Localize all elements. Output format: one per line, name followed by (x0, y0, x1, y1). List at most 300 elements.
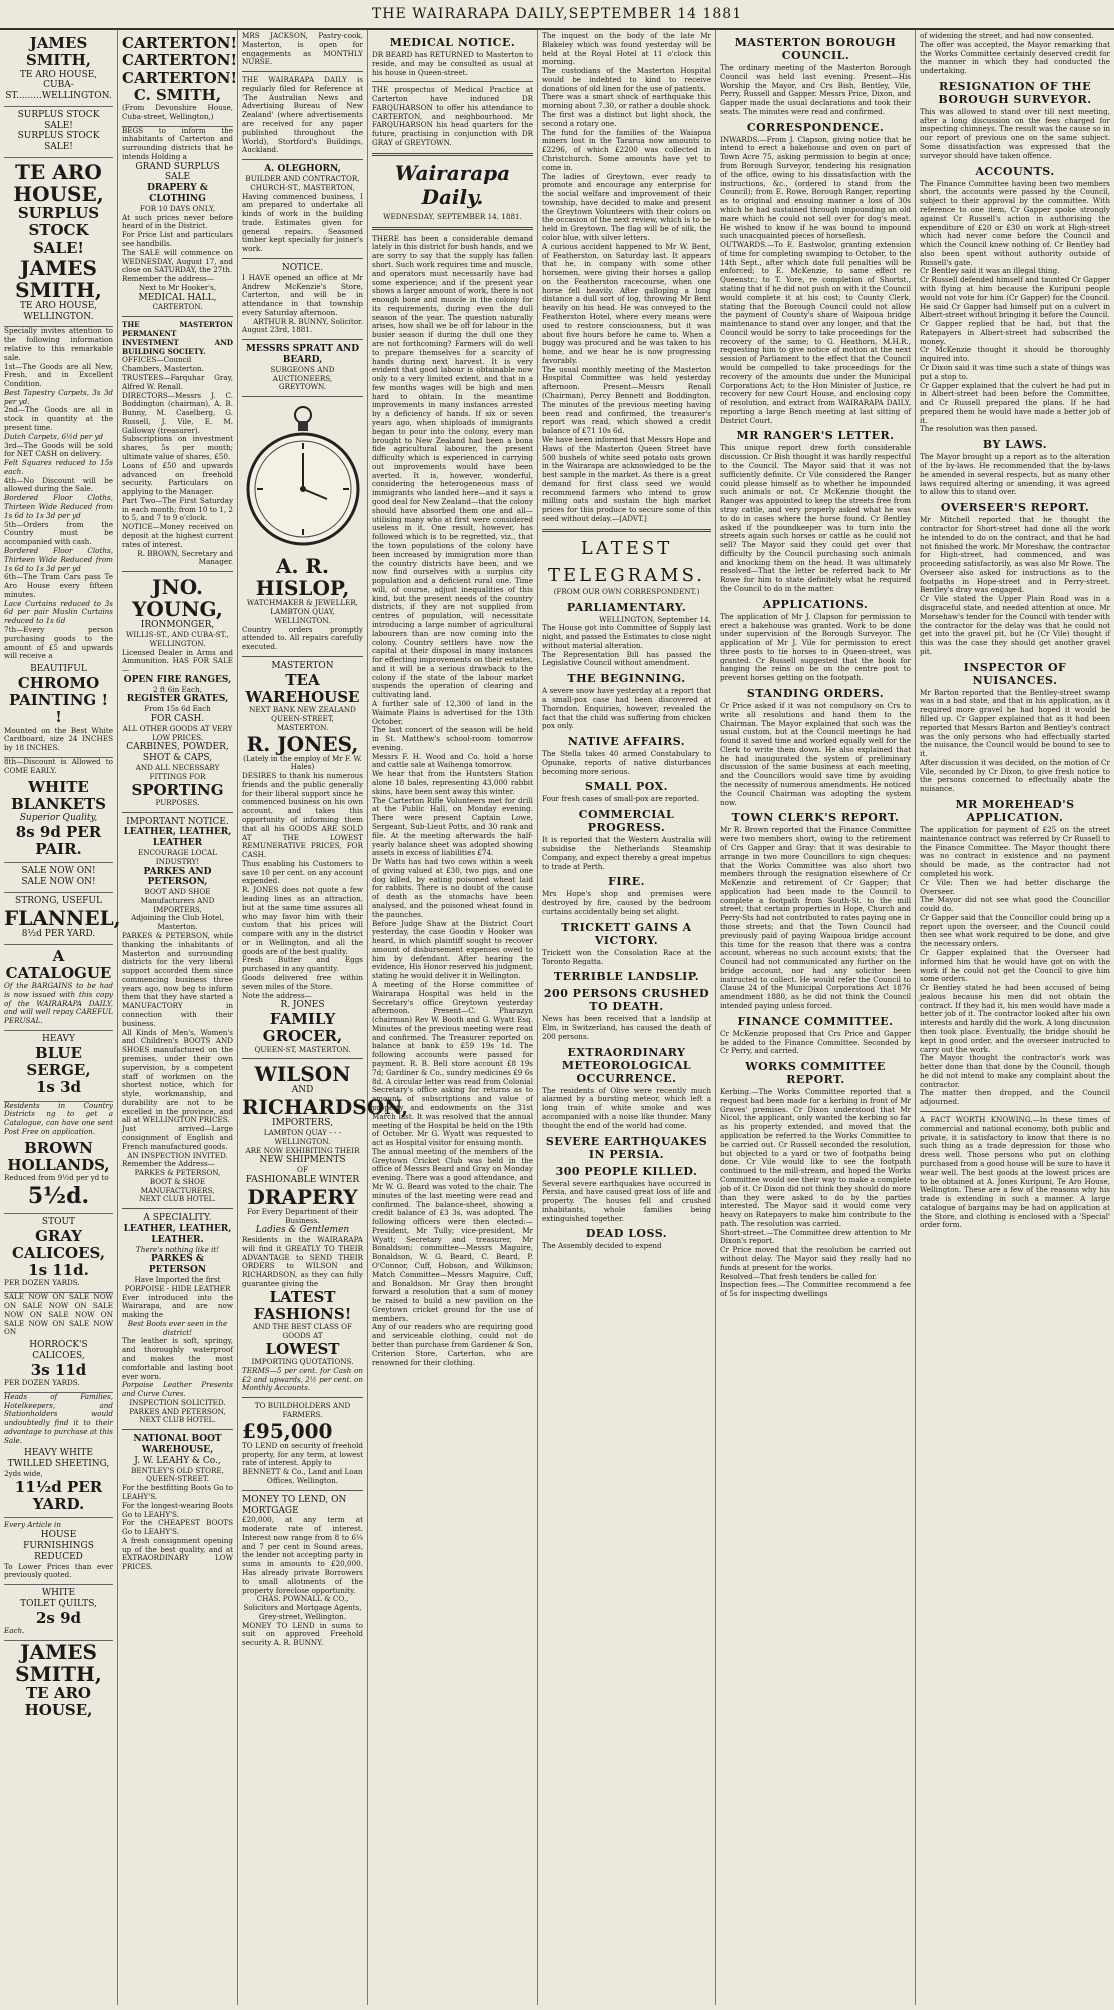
beginning: THE BEGINNING. (567, 672, 686, 686)
native-affairs: NATIVE AFFAIRS. (567, 735, 686, 749)
lambton-2: LAMBTON QUAY - - - WELLINGTON. (263, 1128, 342, 1146)
bunny: ARTHUR R. BUNNY, Solicitor. (253, 316, 363, 326)
bentley-illegal: Cr Bentley said it was an illegal thing. (920, 266, 1060, 276)
ranger-letter: MR RANGER'S LETTER. (736, 429, 895, 443)
fund: The fund for the families of the Waiapua miners lost in the Tararua now amounts to £2296, of which £2200 was collected in Christchurch. Some amounts have yet to come in. (542, 127, 711, 172)
carterton-2: CARTERTON! (122, 51, 238, 70)
toilet-price: 2s 9d (35, 1608, 82, 1627)
borough-intro: The ordinary meeting of the Masterton Borough Council was held last evening. Present—His Worship the Mayor, and Crs Bish, Bentley, Vile, Perry, Russell and Gapper. Messrs Price, Dixon, and Gapper made the usual declarations and took their seats. The minutes were read and confirmed. (720, 63, 911, 116)
parkes-2: PARKES & PETERSON, (134, 1168, 221, 1178)
greytown-ladies: The ladies of Greytown, ever ready to promote and encourage any enterprise for the social welfare and improvement of their township, have decided to make and present the Greytown Volunteers with their colors on the occasion of the next review, which is to be held in Greytown. The flag will be of silk, the color blue, with silver letters. (542, 171, 711, 242)
bennett: BENNETT & Co., Land and Loan Offices, Wellington. (242, 1467, 363, 1485)
porpoise: Porpoise Leather Presents and Curve Cures. (122, 1380, 233, 1399)
jno-young: JNO. YOUNG, (132, 575, 223, 622)
vile-overseer: Cr Vile: Then we had better discharge the Overseer. (920, 877, 1110, 896)
heavy: HEAVY (42, 1033, 75, 1044)
lace-curtains: Lace Curtains reduced to 3s 6d per pair Muslin Curtains reduced to 1s 6d (4, 598, 113, 626)
morehead-body: The application for payment of £25 on the street maintenance contract was referred by Cr Russell to the Finance Committee. The Mayor thought there was no contract in existence and no payment should be made, as the contractor had not completed his work. (920, 825, 1110, 878)
church-st: CHURCH-ST., MASTERTON, (250, 182, 355, 192)
every-article: Every Article in (4, 1520, 61, 1530)
upper-plain: Cr Vile stated the Upper Plain Road was in a disgraceful state, and needed attention at once. Mr Morsehaw's tender for the Council with tender with the contractor for the delay was that he could not get into the gravel pit, but he (Cr Vile) thought if this was the case they should get another gravel pit. (920, 594, 1110, 656)
bentleys: BENTLEY'S OLD STORE, QUEEN-STREET. (131, 1465, 224, 1484)
te-aro-wellington: TE ARO HOUSE, WELLINGTON. (19, 300, 98, 322)
enabling: Thus enabling his Customers to save 10 per cent. on any account expended. (242, 858, 363, 886)
twilled-price: 11½d PER YARD. (14, 1477, 103, 1514)
carterton-4: CARTERTON. (152, 302, 203, 312)
queen-2: QUEEN-ST, MASTERTON. (254, 1044, 351, 1054)
column-6-borough-council (716, 30, 916, 2005)
surplus-big: SURPLUS STOCK SALE! (17, 204, 100, 257)
house-furnishings: HOUSE FURNISHINGS (23, 1530, 94, 1551)
column-7-council-cont (916, 30, 1114, 2005)
money-mortgage-body: £20,000, at any term at moderate rate of interest. Interest now range from 8 to 6¼ and 7 per cent in Sound areas, the lender not accepting party in sums in amounts to £20,000. Has already private Borrowers to small allotments of the property foreclose opportunity. (242, 1515, 363, 1595)
per-dozen-2: PER DOZEN YARDS. (4, 1377, 80, 1387)
for-cash: FOR CASH. (150, 714, 205, 724)
beautiful: BEAUTIFUL (30, 664, 87, 675)
important-notice: IMPORTANT NOTICE. (126, 816, 229, 827)
directors: DIRECTORS—Messrs J. C. Boddington (chairman), A. B. Bunny, M. Caselberg, G. Russell, J. Vile, E. M. Galloway (treasurer). (122, 390, 233, 435)
gapper-culvert: Cr Gapper explained that the culvert he had put in in Albert-street had been before the Committee, and Cr Russell prepared the plans. If he had prepared them he would have made a better job of it. (920, 380, 1110, 425)
surplus-line-2: SURPLUS STOCK SALE! (17, 131, 100, 153)
fact-worth-knowing: A FACT WORTH KNOWING.—In these times of commercial and national economy, both public and private, it is satisfactory to know that there is no such thing as a trade depression for those who dress well. Those persons who put on clothing purchased from a good house will be sure to have it wear well. The best goods at the lowest prices are to be obtained at A. Jones Kuripuni, Te Aro House, Wellington. These are a few of the reasons why his trade is extending in such a manner. A large catalogue of bargains may be had on application at the Store, and clothing is enclosed with a 'Special' order form. (920, 1115, 1110, 1230)
hislop: A. R. HISLOP, (255, 554, 350, 601)
applications: APPLICATIONS. (762, 597, 869, 611)
intro-text: Specially invites attention to the following information relative to this remarkable sale. (4, 326, 113, 362)
lowest: LOWEST (265, 1339, 340, 1358)
works-body: Kerbing.—The Works Committee reported that a request had been made for a kerbing in front of Mr Graves' premises. Cr Dixon understood that Mr Nicol, the applicant, only wanted the kerbing so far as his property extended, and moved that the application be referred to the Works Committee to be carried out. Cr Russell seconded the resolution, but objected to a yard or two of footpaths being done. Cr Vile would like to see the footpath continued to the mill-stream, and hoped the Works Committee would see their way to make a complete job of it. Cr Dixon did not think they should do more than they were asked to do by the parties interested. The Mayor said it would come very heavy on Ratepayers to make him contribute to the path. The resolution was carried. (720, 1087, 911, 1228)
heads-note: Heads of Families, Hotelkeepers, and Stationholders would undoubtedly find it to their advantage to purchase at this Sale. (4, 1391, 113, 1445)
felt-squares: Felt Squares reduced to 15s each. (4, 458, 113, 476)
carterton-1: CARTERTON! (122, 34, 238, 52)
willis-st: WILLIS-ST., AND CUBA-ST., WELLINGTON. (126, 629, 229, 648)
masterton-permanent: THE MASTERTON PERMANENT INVESTMENT AND BUILDING SOCIETY. (122, 320, 233, 356)
corr-body: INWARDS.—From J. Clapson, giving notice that he intend to erect a bakehouse and oven on part of Town Acre 75, asking permission to begin at once; from Borough Surveyor, tendering his resignation of the office, owing to his dissatisfaction with the instructions, &c., (ordered to stand from the Council); from E. Rowe, Borough Ranger, reporting as to original and ensuing manner a loss of 30s which he had sustained through impounding an old mare which he could not sell over for dog's meat. He wished to know if he was bound to impound such unacquainted pieces of horseflesh. (720, 134, 911, 241)
tea-warehouse: TEA WAREHOUSE (245, 670, 360, 706)
national-boot: NATIONAL BOOT WAREHOUSE, (133, 1434, 222, 1456)
brown-note: Reduced from 9½d per yd to (4, 1173, 109, 1183)
para-4: Messrs F. H. Wood and Co. hold a horse and cattle sale at Waihenga tomorrow. (372, 751, 533, 770)
jones-body: R. JONES does not quote a few leading lines as an attraction, but at the same time assures all who may favor him with their custom that his prices will compare with any in the district or in Wellington, and all the goods are of the best quality. (242, 885, 363, 956)
item-8: 8th—Discount is Allowed to COME EARLY. (4, 757, 113, 775)
fashionable: FASHIONABLE WINTER (245, 1174, 360, 1185)
oleghorn-body: Having commenced business, I am prepared to undertake all kinds of work in the building trade. Estimates given for general repairs. Seasoned timber kept specially for joiner's work. (242, 191, 363, 254)
morehead-application: MR MOREHEAD'S APPLICATION. (955, 798, 1075, 825)
parkes-body: PARKES & PETERSON, while thanking the inhabitants of Masterton and surrounding districts for the very liberal support accorded them since commencing business three years ago, now beg to inform them that they have started a MANUFACTORY in connection with their business. (122, 931, 233, 1028)
delivered: Goods delivered free within seven miles of the Store. (242, 973, 363, 991)
standing-body: Cr Price asked if it was not compulsory on Crs to write all resolutions and hand them to the Chairman. The Mayor explained that such was the usual custom, but at the Council meetings he had found it saved time and worked equally well for the Clerk to write them down. He also explained that he had inaugurated the system of preliminary discussion of the same business at each meeting, and the Councillors would save time by avoiding the necessity of numerous amendments. He noticed the Council Chairman was adopting the system now. (720, 701, 911, 807)
brown-hollands: BROWN HOLLANDS, (7, 1138, 110, 1174)
wilson: WILSON (254, 1062, 351, 1087)
masterton-tea: MASTERTON (271, 660, 334, 671)
residents-wr: Residents in the WAIRARAPA will find it GREATLY TO THEIR ADVANTAGE to SEND THEIR ORDERS to WILSON and RICHARDSON, as they can fully guarantee giving the (242, 1235, 363, 1289)
extraordinary: EXTRAORDINARY METEOROLOGICAL OCCURRENCE. (561, 1045, 692, 1085)
mckenzie-inquiry: Cr McKenzie thought it should be thoroughly inquired into. (920, 345, 1110, 364)
wellington-date: WELLINGTON, September 14. (599, 614, 711, 624)
reduced: REDUCED (34, 1551, 83, 1562)
dead-body: The Assembly decided to expend (542, 1241, 662, 1251)
trickett: TRICKETT GAINS A VICTORY. (561, 920, 692, 947)
resolved: Resolved—That fresh tenders be called for. (720, 1271, 878, 1281)
builder: BUILDER AND CONTRACTOR, (245, 173, 360, 183)
best-class: AND THE BEST CLASS OF GOODS AT (253, 1322, 352, 1341)
next-bank: NEXT BANK NEW ZEALAND (249, 705, 356, 715)
of: OF (297, 1165, 308, 1175)
wilson-and: AND (291, 1085, 314, 1096)
lately: (Lately in the employ of Mr F. W. Hales) (243, 753, 362, 772)
ever-intro: Ever introduced into the Wairarapa, and are now making the (122, 1292, 233, 1320)
watchmaker: WATCHMAKER & JEWELLER, (246, 598, 359, 608)
cheapest: For the CHEAPEST BOOTS Go to LEAHY'S. (122, 1518, 233, 1537)
price-list: For Price List and particulars see handbills. (122, 230, 233, 248)
inspection-solicited: INSPECTION SOLICITED. (129, 1397, 226, 1407)
subscriptions: Subscriptions on investment shares, 5s per month; ultimate value of shares, £50. (122, 434, 233, 461)
mayor-note: The Mayor did not see what good the Councillor could do. (920, 895, 1110, 914)
mounted-note: Mounted on the Best White Cardboard, size 24 INCHES by 18 INCHES. (4, 725, 113, 753)
best-tapestry: Best Tapestry Carpets, 3s 3d per yd. (4, 387, 113, 406)
inquest: The inquest on the body of the late Mr Blakeley which was found yesterday will be held at the Royal Hotel at 11 o'clock this morning. (542, 31, 711, 67)
part-two: Part Two—The First Saturday in each month; from 10 to 1, 2 to 5, and 7 to 9 o'clock. (122, 495, 233, 523)
medical-hall: MEDICAL HALL, (138, 292, 217, 303)
correspondence: CORRESPONDENCE. (746, 120, 885, 134)
carterton-3: CARTERTON! (122, 68, 238, 87)
open-fire: OPEN FIRE RANGES, (123, 674, 232, 685)
catalogue-note: Of the BARGAINS to be had is now issued with this copy of the WAIRARAPA DAILY, and will well repay CAREFUL PERUSAL. (4, 981, 113, 1026)
just-arrived: Just arrived—Large consignment of English and French manufactured goods. (122, 1124, 233, 1151)
native-body: The Stella takes 40 armed Constabulary to Opunake, reports of native disturbances becoming more serious. (542, 749, 711, 776)
item-1: 1st—The Goods are all New, Fresh, and in Excellent Condition. (4, 361, 113, 389)
fire: FIRE. (608, 875, 645, 889)
next-club: NEXT CLUB HOTEL. (139, 1194, 216, 1204)
works-committee: WORKS COMMITTEE REPORT. (745, 1060, 886, 1087)
parkes-4: PARKES AND PETERSON, (129, 1406, 226, 1416)
new-shipments: NEW SHIPMENTS (259, 1155, 346, 1166)
extraordinary-body: The residents of Olive were recently much alarmed by a bursting meteor, which left a long train of white smoke and was accompanied with a noise like thunder. Many thought the end of the world had come. (542, 1085, 711, 1130)
fresh-consignment: A fresh consignment opening up of the best quality, and at EXTRAORDINARY LOW PRICES. (122, 1535, 233, 1572)
ten-days: FOR 10 DAYS ONLY, (139, 203, 216, 213)
r-jones: R. JONES, (246, 731, 359, 756)
item-2: 2nd—The Goods are all in stock in quantity at the present time. (4, 405, 113, 433)
item-3: 3rd—The Goods will be sold for NET CASH on delivery. (4, 440, 113, 459)
item-4: 4th—No Discount will be allowed during the Sale. (4, 475, 113, 494)
gapper-report: Cr Gapper said that the Councillor could bring up a report upon the overseer, and the Council could then see what work required to be done, and give the necessary orders. (920, 912, 1110, 949)
accounts-body: The Finance Committee having been two members short, the accounts were passed by the Council, subject to their approval by the committee. With reference to one item, Cr Gapper spoke strongly against Cr Russell's action in authorising the expenditure of £20 or £30 on work at High-street which had never come before the Council and which the Council knew nothing of. Cr Bentley had also been spent without authority outside of Russell's gate. (920, 178, 1110, 267)
loans: Loans of £50 and upwards advanced on freehold security. Particulars on applying to the Manager. (122, 460, 233, 497)
bordered-floor: Bordered Floor Cloths, Thirteen Wide Reduced from 1s 6d to 1s 3d per yd (4, 493, 113, 520)
column-2-ads (118, 30, 238, 2005)
resignation: RESIGNATION OF THE BOROUGH SURVEYOR. (938, 79, 1092, 106)
money-lend: TO LEND on security of freehold property, for any term, at lowest rate of interest. Apply to (242, 1440, 363, 1468)
representation: The Representation Bill has passed the Legislative Council without amendment. (542, 649, 711, 668)
accounts: ACCOUNTS. (975, 164, 1055, 178)
para-6: The Carterton Rifle Volunteers met for drill at the Public Hall, on Monday evening. There were present Captain Lowe, Sergeant, Sub-Lieut Potts, and 30 rank and file. At the meeting afterwards the half-yearly balance sheet was adopted showing assets in excess of liabilities £74. (372, 795, 533, 858)
resignation-body: This was allowed to stand over till next meeting, after a long discussion on the fees charged for inspecting chimneys. The result was the cause so in our report of previous one on the same subject. Some dissatisfaction was expressed that the surveyor should have taken offence. (920, 106, 1110, 160)
butter: Fresh Butter and Eggs purchased in any quantity. (242, 955, 363, 974)
purposes: PURPOSES. (155, 797, 200, 807)
custodians: The custodians of the Masterton Hospital would be indebted to kind to receive donations of old linen for the use of patients. (542, 66, 711, 93)
standing-orders: STANDING ORDERS. (746, 687, 885, 700)
item-5: 5th—Orders from the Country must be accompanied with cash. (4, 519, 113, 547)
editorial: THERE has been a considerable demand lately in this district for bush hands, and we are sorry to say that the supply has fallen short. Such work requires time and muscle, and operators must necessarily have had some experience; and if the present year shows a larger amount of work, there is not enough bone and muscle in the colony for its requirements, during even the dull season of the year. The question naturally arises, how shall we be off for labour in the busier season if during the dull one they are not forthcoming? Farmers will do well to prepare themselves for a scarcity of hands during next harvest. It is very evident that good labour is obtainable now only to a very limited extent, and that in a few months wages will be high and men hard to obtain. In the meantime improvements in many instances arrested by a deficiency of hands. If six or seven years ago, when shiploads of immigrants began to pour into the colony, every man brought to New Zealand had been a bona fide agricultural labourer, the present difficulty which is experienced in carrying out improvements would have been averted. It is, however, wonderful, considering the heterogeneous mass of immigrants who landed here—and it says a good deal for New Zealand—that the colony should have absorbed them one and all—utilising many who at first were considered useless in it. One result, however, has followed which is to be regretted, viz., that the town populations of the colony have been increased by immigration more than the country districts have been, and we now find ourselves with a surplus city population and a deficient rural one. Time will, of course, adjust inequalities of this kind, but the present needs of the country districts, if they are not supplied from centres of population, will necessitate introducing a large number of agricultural labourers than are now coming into the colony. Country settlers have now the capital at their disposal in many instances for effecting improvements on their estates, and it will be a serious drawback to the colony if the state of the labour market suspends the operation of clearing and cultivating land. (372, 233, 533, 700)
town-body: Mr R. Brown reported that the Finance Committee were two members short, owing to the retirement of Crs Gapper and Gray: that it was desirable to arrange in two more Councillors to sign cheques: that the Works Committee was also short two members through the resignation elsewhere of Cr McKenzie and retirement of Cr Gapper; that application had been made to the Council to complete a footpath from South-St. to the mill street; that certain properties in Hope, Church and Perry-Sts had not contributed to rates paying one in those streets; and that the Town Council had previously paid of paying Waipoua bridge account this time for the reason that there was a contra account, whereas no such account exists; that the Council had not communicated any further on the bridge account, nor had any solicitor been instructed to collect. He would refer the Council to Clause 24 of the Municipal Corporations Act 1876 amendment 1880, as he did not think the Council intended paying unless forced. (720, 825, 911, 1010)
newspaper-title: Wairarapa Daily. (394, 160, 511, 209)
all-other: ALL OTHER GOODS AT VERY LOW PRICES. (122, 723, 233, 742)
trustees: TRUSTEES—Farquhar Gray, Alfred W. Renall. (122, 372, 233, 391)
every-dept: For Every Department of their Business. (247, 1206, 358, 1225)
closed: The matter then dropped, and the Council adjourned. (920, 1088, 1110, 1107)
smart-shock: There was a smart shock of earthquake this morning about 7.30, or rather a double shock. The first was a distinct but light shock, the second a rotary one. (542, 92, 711, 128)
gapper-explained: Cr Gapper explained that the Overseer had informed him that he would have got on with the work if he could not get the Council to give him some orders. (920, 947, 1110, 984)
sale-now-1: SALE NOW ON! (21, 866, 96, 877)
column-5-news (538, 30, 716, 2005)
from-devonshire: (From Devonshire House, Cuba-street, Wellington,) (122, 103, 233, 121)
white-2: WHITE (41, 1588, 76, 1599)
masterton-2: MASTERTON. (276, 722, 329, 732)
sporting: SPORTING (131, 780, 224, 799)
lambton-quay: LAMBTON QUAY, WELLINGTON. (270, 606, 335, 625)
drapery-clothing: DRAPERY & CLOTHING (147, 183, 208, 205)
leahy: J. W. LEAHY & Co., (134, 1455, 221, 1466)
horrock: HORROCK'S CALICOES, (29, 1340, 88, 1361)
item-6: 6th—The Tram Cars pass Te Aro House every fifteen minutes. (4, 572, 113, 599)
short-street: Short-street.—The Committee drew attention to Mr Dixon's report. (720, 1227, 911, 1246)
spratt-beard: MESSRS SPRATT AND BEARD, (245, 344, 360, 366)
notice: NOTICE. (281, 262, 324, 273)
all-necessary: AND ALL NECESSARY FITTINGS FOR (135, 762, 220, 781)
longest: For the longest-wearing Boots Go to LEAHY'S. (122, 1500, 233, 1519)
people-killed: 300 PEOPLE KILLED. (555, 1164, 698, 1178)
next-to: Next to Mr Hooker's, (138, 282, 217, 292)
brown-secretary: R. BROWN, Secretary and Manager. (137, 548, 233, 567)
para-11: Any of our readers who are requiring good and serviceable clothing, could not do better than purchase from Gardener & Son, Criterion Store, Carterton, who are renowned for their clothing. (372, 1322, 533, 1367)
para-7: Dr Watts has had two cows within a week of giving valued at £30, two pigs, and one dog killed, by eating poisoned wheat laid for rabbits. There is no doubt of the cause of death as the stomachs have been analysed, and the poisoned wheat found in the paunches. (372, 857, 533, 919)
pocket-watch-icon (243, 401, 363, 551)
town-clerk: TOWN CLERK'S REPORT. (731, 811, 900, 825)
finance-committee: FINANCE COMMITTEE. (737, 1014, 894, 1028)
bentley-jealous: Cr Bentley stated he had been accused of being jealous because his men did not obtain the contract. If they had it, his men would have made a better job of it. The contractor looked after his own interests and hardly did the work. A long discussion then took place. Eventually, the bridge should be kept in good order, and the overseer instructed to carry out the work. (920, 983, 1110, 1054)
gray-calicoes: GRAY CALICOES, (11, 1226, 106, 1262)
money-mortgage: MONEY TO LEND, ON MORTGAGE (242, 1494, 347, 1516)
column-4-editorial (368, 30, 538, 2005)
carbines: CARBINES, POWDER, SHOT & CAPS, (126, 742, 229, 764)
james-smith-big: JAMES SMITH, (15, 255, 102, 302)
each: Each. (4, 1625, 25, 1635)
chas-pownall: CHAS. POWNALL & CO., (256, 1594, 349, 1604)
serge-price: 1s 3d (35, 1078, 82, 1097)
register-note: From 15s 6d Each (144, 704, 211, 714)
remember-2: Remember the Address— (122, 1159, 215, 1169)
greytown: GREYTOWN. (278, 382, 327, 392)
r-jones-2: R. JONES (280, 1000, 325, 1011)
offer: The offer was accepted, the Mayor remarking that the Works Committee certainly deserved credit for the manner in which they had conducted the undertaking. (920, 39, 1110, 76)
white-blankets: WHITE BLANKETS (10, 777, 107, 813)
parkes-peterson: PARKES AND PETERSON, (143, 866, 212, 888)
twilled: TWILLED SHEETING, (7, 1459, 110, 1470)
licensed: Licensed Dealer in Arms and Ammunition. HAS FOR SALE— (122, 647, 233, 675)
para-5: We hear that from the Huntsters Station alone 18 bales, representing 43,000 rabbit skins, have been sent away this winter. (372, 769, 533, 796)
by-laws: BY LAWS. (982, 438, 1048, 452)
accident: A curious accident happened to Mr W. Bent, of Featherston, on Saturday last. It appears that he, in company with some other horsemen, were giving their horses a gallop on the Featherston racecourse, when one horse fell heavily. After galloping a long distance a dull sort of log, throwing Mr Bent heavily on his head. He was conveyed to the Featherston Hotel, where every means were used to restore consciousness, but it was about five hours before he came to. When a buggy was procured and he was taken to his home, and we hear he is now progressing favorably. (542, 241, 711, 365)
offices: OFFICES—Council Chambers, Masterton. (122, 355, 204, 374)
latest-head: LATEST (580, 537, 673, 559)
dixon-time: Cr Dixon said it was time such a state of things was put a stop to. (920, 363, 1110, 381)
house: The House got into Committee of Supply last night, and passed the Estimates to close night without material alteration. (542, 623, 711, 650)
register-grates: REGISTER GRATES, (126, 694, 229, 705)
price-moved: Cr Price moved that the resolution be carried out without delay. The Mayor said they really had no funds at present for the works. (720, 1245, 911, 1272)
best-boots: Best Boots ever seen in the district! (127, 1318, 228, 1337)
country-orders: Country orders promptly attended to. All repairs carefully executed. (242, 624, 363, 652)
telegrams-head: TELEGRAMS. (547, 564, 705, 586)
reduced-note: To Lower Prices than ever previously quoted. (4, 1561, 113, 1580)
residents-note: Residents in Country Districts ng to get a Catalogue, can have one sent Post Free on application. (4, 1100, 113, 1136)
mayor-remark: The Mayor thought the contractor's work was better done than that done by the Council, though he did not intend to make any complaint about the contractor. (920, 1053, 1110, 1089)
ladies-gents: Ladies & Gentlemen (255, 1225, 350, 1236)
dr-beard: DR BEARD has RETURNED to Masterton to reside, and may be consulted as usual at his house in Queen-street. (372, 50, 533, 77)
prices-note: At such prices never before heard of in the District. (122, 212, 233, 231)
family-grocer: FAMILY GROCER, (262, 1010, 343, 1046)
manufacturers: Manufacturers AND IMPORTERS, (140, 895, 215, 914)
advt: We have been informed that Messrs Hope and Haws of the Masterton Queen Street have 500 bushels of white seed potato oats grown in the Wairarapa are acknowledged to be the best sample in the market. As there is a great demand for first class seed we would recommend farmers who intend to grow milling oats and sustain the high market prices for this produce to secure some of this seed without delay.—[ADVT.] (542, 434, 711, 523)
to-builders: TO BUILDHOLDERS AND FARMERS. (254, 1401, 351, 1420)
outwards: OUTWARDS.—To E. Eastwolor, granting extension of time for completing swamping to October, to the 14th Sept., after which date full penalties will be enforced; to E. McKenzie, to same effect re Queenstr.; to T. Yore, re completion of Shortst., stating that if he did not push on with it the Council would complete it at his cost; to County Clerk, stating that the Borough Council could not allow the payment of County's share of Waipoua bridge maintenance to stand over any longer, and that the Council would be sorry to take proceedings for the recovery of the same; to G. Heathorn, M.H.R., requesting him to give notice of motion at the next session of Parliament to the effect that the Council would be compelled to take proceedings for the recovery of the amounts due under the Municipal Corporations Act; to the Hon Minister of Justice, re recovery for new Court House, and enclosing copy of resolution, and extract from WAIRARAPA DAILY, reporting a large Bench meeting at last sitting of District Court. (720, 240, 911, 425)
desires: DESIRES to thank his numerous friends and the public generally for their liberal support since he commenced business on his own account, and takes this opportunity of informing them that all his GOODS ARE SOLD AT THE LOWEST REMUNERATIVE PRICES, FOR CASH. (242, 771, 363, 860)
notice-money: NOTICE—Money received on deposit at the highest current rates of interest. (122, 522, 233, 549)
medical-notice: MEDICAL NOTICE. (389, 36, 516, 49)
parliamentary: PARLIAMENTARY. (566, 600, 687, 614)
smallpox-body: Four fresh cases of small-pox are reported. (542, 794, 700, 804)
chromo-painting: CHROMO PAINTING ! ! (8, 673, 109, 727)
discussion: After discussion it was decided, on the motion of Cr Vile, seconded by Cr Dixon, to give fresh notice to the persons concerned to effectually abate the nuisance. (920, 757, 1110, 794)
notice-body: I HAVE opened an office at Mr Andrew McKenzie's Store, Carterton, and will be in attendance in that township every Saturday afternoon. (242, 272, 363, 317)
leather: LEATHER, LEATHER, LEATHER (123, 827, 232, 849)
next-club-2: NEXT CLUB HOTEL. (139, 1415, 216, 1425)
masthead: THE WAIRARAPA DAILY,SEPTEMBER 14 1881 (0, 0, 1114, 30)
te-aro-top: TE ARO HOUSE, (19, 69, 98, 80)
james-smith-top: JAMES SMITH, (25, 34, 91, 70)
bootfitting: For the bestfitting Boots Go to LEAHY'S. (122, 1483, 233, 1501)
column-1-te-aro-house-ad (0, 30, 121, 2005)
flannel: FLANNEL, (4, 905, 121, 930)
stout: STOUT (41, 1216, 76, 1227)
severe-earthquakes: SEVERE EARTHQUAKES IN PERSIA. (545, 1134, 708, 1161)
money-lend-2: MONEY TO LEND in sums to suit on approved Freehold security A. R. BUNNY. (242, 1620, 363, 1648)
hospital-meeting: The usual monthly meeting of the Masterton Hospital Committee was held yesterday afternoon. Present—Messrs Renall (Chairman), Percy Bennett and Boddington. The minutes of the previous meeting having been read and confirmed, the treasurer's report was read, which showed a credit balance of £71 10s 6d. (542, 364, 711, 436)
flannel-price: 8½d PER YARD. (21, 928, 96, 939)
james-smith-end: JAMES SMITH, (15, 1639, 102, 1686)
para-2: A further sale of 12,300 of land in the Waimate Plains is advertised for the 13th October. (372, 699, 533, 726)
money-95000: £95,000 (242, 1418, 333, 1443)
by-laws-body: The Mayor brought up a report as to the alteration of the by-laws. He recommended that the by-laws be amended in several respects, but as many other laws required altering or amending, it was agreed to allow this to stand over. (920, 452, 1110, 497)
trickett-body: Trickett won the Consolation Race at the Toronto Regatta. (542, 947, 711, 966)
russell-defended: Cr Russell defended himself and taunted Cr Gapper with flying at him because the Kuripuni people would not vote for him (Cr Gapper) for the Council. He said Cr Gapper had himself put on a culvert in Albert-street without bringing it before the Council. (920, 275, 1110, 320)
parkes-3: PARKES & PETERSON (148, 1254, 207, 1276)
twilled-note: 2yds wide, (4, 1469, 43, 1479)
ranger-body: This unique report drew forth considerable discussion. Cr Bish thought it was hardly respectful to the Council. The Mayor said that it was not sufficiently definite. Cr Vile considered the Ranger could please himself as to whether he impounded such animals or not. Cr McKenzie thought the Ranger was appointed to keep the streets free from stray cattle, and very properly asked what he was to do in cases where the horse found. Cr Bentley asked if the poundkeeper was to turn into the streets again such horses or cattle as he could not sell? The Mayor said they could get over that difficulty by the Council purchasing such animals and knocking them on the head. It was ultimately resolved—That the letter be referred back to Mr Rowe for him to state definitely what he required the Council to do in the matter. (720, 443, 911, 593)
commercial-body: It is reported that the Western Australia will subsidise the Netherlands Steamship Company, and expect thereby a great impetus to trade at Perth. (542, 835, 711, 871)
inspector-nuisances: INSPECTOR OF NUISANCES. (963, 660, 1067, 687)
para-3: The last concert of the season will be held in St. Matthew's school-room tomorrow evening. (372, 725, 533, 752)
commercial: COMMERCIAL PROGRESS. (578, 808, 675, 835)
dead-loss: DEAD LOSS. (585, 1227, 668, 1241)
dateline: WEDNESDAY, SEPTEMBER 14, 1881. (383, 211, 522, 221)
dutch-carpets: Dutch Carpets, 6½d per yd (4, 431, 104, 441)
auctioneers: SURGEONS AND AUCTIONEERS, (270, 364, 335, 383)
apps-body: The application of Mr J. Clapson for permission to erect a bakehouse was granted. Work to be done under supervision of the Borough Surveyor. The application of Mr J. Vile for permission to erect three posts to tie horses to in Queen-street, was granted. Cr Russell suggested that the hook for hanging the reins on be on the centre post to prevent horses getting on the footpath. (720, 611, 911, 683)
superior: Superior Quality, (19, 813, 98, 824)
now-exhibiting: ARE NOW EXHIBITING THEIR (245, 1145, 360, 1155)
blue-serge: BLUE SERGE, (26, 1043, 91, 1079)
para-10: The annual meeting of the members of the Greytown Cricket Club was held in the office of Messrs Beard and Gray on Monday evening. There was a good attendance, and Mr W. G. Beard was voted to the chair. The minutes of the last meeting were read and confirmed. The balance-sheet, showing a credit balance of £3 3s, was adopted. The following officers were then elected:—President, Mr Tully; vice-president, Mr Wyatt; Secretary and treasurer, Mr Bonaldson; committee—Messrs Maguire, Bonaldson, W. G. Beard, C. Beard, P. O'Connor, Cuff, Hobson, and Wilkinson; Match Committee—Messrs Maguire, Cuff, and Bonaldson. Mr Gray then brought forward a resolution that a sum of money be raised to build a new pavilion on the Greytown cricket ground for the use of members. (372, 1146, 533, 1323)
killed-body: Several severe earthquakes have occurred in Persia, and have caused great loss of life and property. The houses fell and crushed inhabitants, whole families being extinguished together. (542, 1178, 711, 1223)
para-8: Before Judge Shaw at the District Court yesterday, the case Goodin v Hooker was heard, in which plaintiff sought to recover amount of disbursement expenses owed to him by defendant. After hearing the evidence, His Honor reserved his judgment, stating he would deliver it in Wellington. (372, 918, 533, 981)
finance-body: Cr McKenzie proposed that Crs Price and Gapper be added to the Finance Committee. Seconded by Cr Perry, and carried. (720, 1028, 911, 1056)
leather-soft: The leather is soft, springy, and thoroughly waterproof and makes the most comfortable and lasting boot ever worn. (122, 1336, 233, 1381)
queen-street: QUEEN-STREET, (271, 713, 334, 723)
leather-2: LEATHER, LEATHER, LEATHER. (123, 1224, 232, 1245)
inspection-fees: Inspection fees.—The Committee recommend a fee of 5s for inspecting dwellings (720, 1280, 911, 1299)
per-dozen: PER DOZEN YARDS. (4, 1278, 80, 1288)
crushed-body: News has been received that a landslip at Elm, in Switzerland, has caused the death of 200 persons. (542, 1014, 711, 1041)
grand-surplus: GRAND SURPLUS SALE (135, 161, 220, 183)
sale-now-2: SALE NOW ON! (21, 877, 96, 888)
theres-nothing: There's nothing like it! (135, 1244, 220, 1254)
august-date: August 23rd, 1881. (242, 325, 313, 335)
sale-lines: SALE NOW ON SALE NOW ON SALE NOW ON SALE NOW ON SALE NOW ON SALE NOW ON SALE NOW ON (4, 1292, 113, 1337)
jackson: MRS JACKSON, Pastry-cook, Masterton, is open for engagements as MONTHLY NURSE. (242, 31, 363, 67)
strong-useful: STRONG, USEFUL (15, 895, 102, 906)
crushed: 200 PERSONS CRUSHED TO DEATH. (543, 987, 710, 1014)
toilet-quilts: TOILET QUILTS, (20, 1598, 97, 1609)
encourage: ENCOURAGE LOCAL INDUSTRY! (138, 847, 217, 866)
widening: of widening the street, and had now consented. (920, 31, 1094, 40)
fire-body: Mrs Hope's shop and premises were destroyed by fire, caused by the bedroom curtains accidentally being set alight. (542, 889, 711, 916)
prospectus: THE prospectus of Medical Practice at Carterton have induced DR FARQUHARSON to offer his attendance to CARTERTON, and neighbourhood. Mr FARQUHARSON his head quarters for the future, practising in conjunction with DR GRAY of GREYTOWN. (372, 85, 533, 148)
boot-shoe: BOOT AND SHOE (144, 887, 211, 897)
ironmonger: IRONMONGER, (140, 620, 215, 631)
gray-price: 1s 11d. (28, 1261, 89, 1280)
speciality: A SPECIALITY. (143, 1213, 212, 1224)
importing: IMPORTING QUOTATIONS. (251, 1357, 354, 1367)
inspection-invited: AN INSPECTION INVITED. (127, 1150, 228, 1160)
open-fire-size: 2 ft 6in Each, (153, 684, 202, 694)
note-address: Note the address— (242, 990, 312, 1000)
terrible-landslip: TERRIBLE LANDSLIP. (553, 970, 700, 984)
terms: TERMS—5 per cent. for Cash on £2 and upwards, 2½ per cent. on Monthly Accounts. (242, 1365, 363, 1393)
brown-price: 5½d. (27, 1182, 90, 1209)
remember: Remember the address— (122, 274, 214, 284)
solicitors: Solicitors and Mortgage Agents, Grey-street, Wellington. (243, 1603, 362, 1621)
importers: IMPORTERS, (272, 1118, 333, 1129)
latest-fashions: LATEST FASHIONS! (253, 1287, 352, 1324)
c-smith: C. SMITH, (133, 85, 222, 104)
richardson: RICHARDSON, (242, 1095, 409, 1120)
overseers-body: Mr Mitchell reported that he thought the contractor for Short-street had done all the work he intended to do on the contract, and that he had not finished the work. Mr Moreshaw, the contractor for High-street, had commenced, and was proceeding satisfactorily, as was also Mr Rowe. The Overseer also asked for instructions as to the footpaths in Hope-street and in Perry-street. Bentley's dray was engaged. (920, 515, 1110, 595)
oleghorn: A. OLEGHORN, (264, 164, 341, 175)
sale-commence: The SALE will commence on WEDNESDAY, August 17, and close on SATURDAY, the 27th. (122, 247, 233, 275)
horrock-price: 3s 11d (30, 1360, 87, 1379)
catalogue: A CATALOGUE (5, 946, 112, 982)
blanket-price: 8s 9d PER PAIR. (15, 822, 102, 859)
adjoining: Adjoining the Club Hotel, Masterton. (131, 913, 224, 932)
all-kinds: All Kinds of Men's, Women's and Children's BOOTS AND SHOES manufactured on the premises, under their own supervision, by a competent staff of workmen on the shortest notice, which for style, workmanship, and durability are not to be excelled in the province, and all at WELLINGTON PRICES. (122, 1027, 233, 1125)
agency-note: THE WAIRARAPA DAILY is regularly filed for Reference at 'The Australian News and Advertising Bureau of New Zealand' (where advertisements are received for any paper published throughout the World), Stortford's Buildings, Auckland. (242, 75, 363, 155)
borough-council: MASTERTON BOROUGH COUNCIL. (734, 36, 897, 62)
cuba-street: CUBA-ST.........WELLINGTON. (5, 80, 112, 102)
inspector-body: Mr Barton reported that the Bentley-street swamp was in a bad state, and that in his application, as it required more gravel he had hoped it would be filled up. Cr Gapper explained that as it had been reported that Messrs Barton and Bentley's contract was the only persons who had effectually started the nuisance, the Council would be bound to see to it. (920, 687, 1110, 759)
te-aro-big: TE ARO HOUSE, (13, 160, 104, 207)
gapper-replied: Cr Gapper replied that he had, but that the Ratepayers in Albert-street had subscribed the money. (920, 319, 1110, 346)
own-corr: (FROM OUR OWN CORRESPONDENT.) (553, 586, 700, 596)
boot-2: BOOT & SHOE MANUFACTURERS, (140, 1176, 215, 1195)
